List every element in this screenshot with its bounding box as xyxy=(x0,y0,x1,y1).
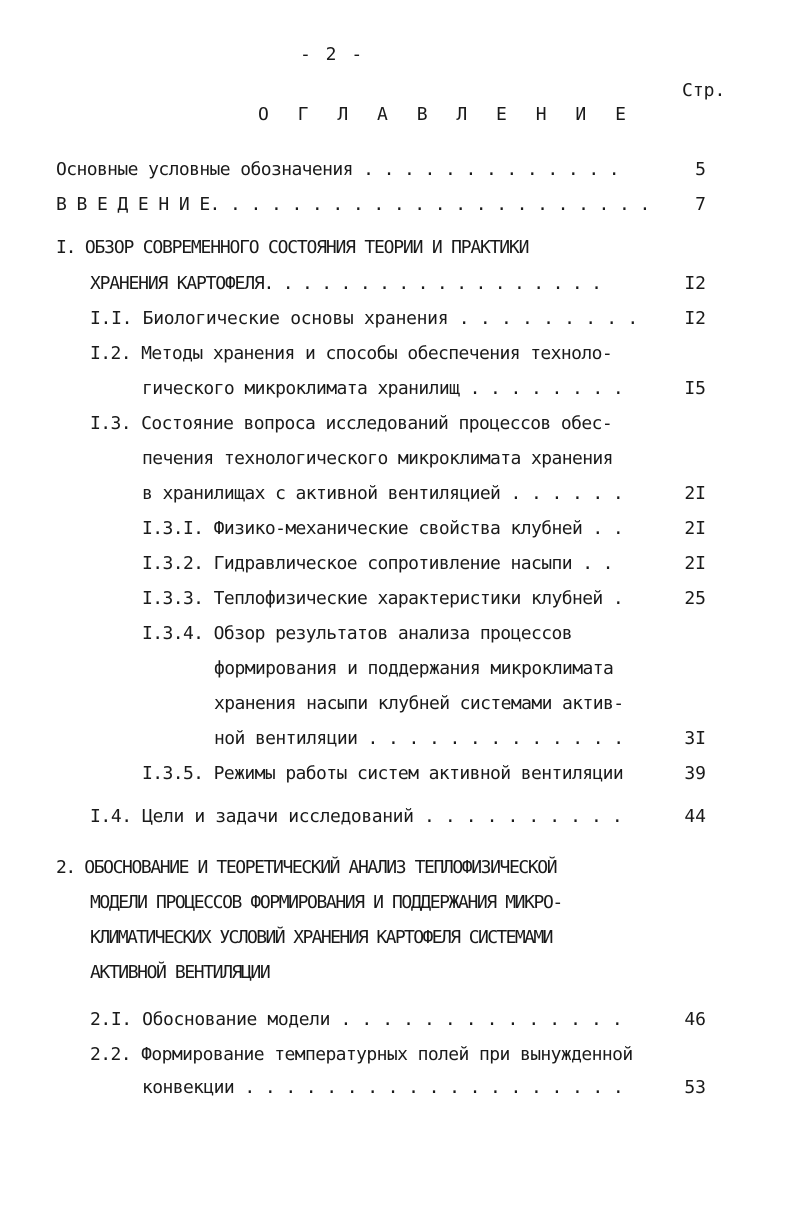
toc-entry-text: I.3. Состояние вопроса исследований процессов обес- xyxy=(90,413,613,434)
page-number: - 2 - xyxy=(300,44,365,65)
toc-entry-text: МОДЕЛИ ПРОЦЕССОВ ФОРМИРОВАНИЯ И ПОДДЕРЖАНИЯ МИКРО- xyxy=(90,892,562,913)
toc-entry-text: ной вентиляции . . . . . . . . . . . . . xyxy=(214,728,624,749)
toc-entry-text: В В Е Д Е Н И Е. . . . . . . . . . . . . . . . . . . . . . xyxy=(56,194,650,215)
toc-entry-text: конвекции . . . . . . . . . . . . . . . . . . . xyxy=(142,1077,624,1098)
toc-entry-page: 2I xyxy=(684,553,706,574)
toc-entry-text: гического микроклимата хранилищ . . . . . . . . xyxy=(142,378,624,399)
toc-entry-text: I.3.3. Теплофизические характеристики клубней . xyxy=(142,588,624,609)
toc-entry-text: 2.I. Обоснование модели . . . . . . . . . . . . . . xyxy=(90,1009,623,1030)
toc-entry-page: 5 xyxy=(695,159,706,180)
toc-entry-page: I2 xyxy=(684,273,706,294)
toc-entry-page: 3I xyxy=(684,728,706,749)
toc-entry-text: в хранилищах с активной вентиляцией . . . . . . xyxy=(142,483,624,504)
toc-entry-text: I.I. Биологические основы хранения . . . . . . . . . xyxy=(90,308,638,329)
toc-entry-text: ХРАНЕНИЯ КАРТОФЕЛЯ. . . . . . . . . . . . . . . . . . xyxy=(90,273,601,294)
toc-entry-page: 25 xyxy=(684,588,706,609)
toc-entry-text: 2.2. Формирование температурных полей при вынужденной xyxy=(90,1044,633,1065)
toc-entry-page: 53 xyxy=(684,1077,706,1098)
toc-entry-text: I.2. Методы хранения и способы обеспечения техноло- xyxy=(90,343,613,364)
toc-entry-text: АКТИВНОЙ ВЕНТИЛЯЦИИ xyxy=(90,962,270,983)
toc-entry-text: I.3.5. Режимы работы систем активной вентиляции xyxy=(142,763,624,784)
toc-entry-page: 7 xyxy=(695,194,706,215)
toc-entry-text: Основные условные обозначения . . . . . . . . . . . . . xyxy=(56,159,620,180)
toc-entry-page: 2I xyxy=(684,483,706,504)
toc-title: О Г Л А В Л Е Н И Е xyxy=(258,104,635,125)
toc-entry-text: 2. ОБОСНОВАНИЕ И ТЕОРЕТИЧЕСКИЙ АНАЛИЗ ТЕПЛОФИЗИЧЕСКОЙ xyxy=(56,857,557,878)
toc-entry-text: КЛИМАТИЧЕСКИХ УСЛОВИЙ ХРАНЕНИЯ КАРТОФЕЛЯ СИСТЕМАМИ xyxy=(90,927,552,948)
toc-entry-text: I.3.4. Обзор результатов анализа процессов xyxy=(142,623,572,644)
toc-entry-page: I2 xyxy=(684,308,706,329)
toc-entry-text: печения технологического микроклимата хранения xyxy=(142,448,613,469)
toc-entry-text: I.4. Цели и задачи исследований . . . . . . . . . . xyxy=(90,806,623,827)
toc-entry-page: 39 xyxy=(684,763,706,784)
toc-entry-page: 2I xyxy=(684,518,706,539)
toc-entry-text: хранения насыпи клубней системами актив- xyxy=(214,693,624,714)
toc-entry-text: I. ОБЗОР СОВРЕМЕННОГО СОСТОЯНИЯ ТЕОРИИ И ПРАКТИКИ xyxy=(56,237,529,258)
toc-entry-page: 46 xyxy=(684,1009,706,1030)
toc-entry-page: I5 xyxy=(684,378,706,399)
toc-entry-text: формирования и поддержания микроклимата xyxy=(214,658,614,679)
toc-entry-text: I.3.I. Физико-механические свойства клубней . . xyxy=(142,518,624,539)
page-column-label: Стр. xyxy=(682,80,726,101)
toc-entry-page: 44 xyxy=(684,806,706,827)
toc-entry-text: I.3.2. Гидравлическое сопротивление насыпи . . xyxy=(142,553,613,574)
